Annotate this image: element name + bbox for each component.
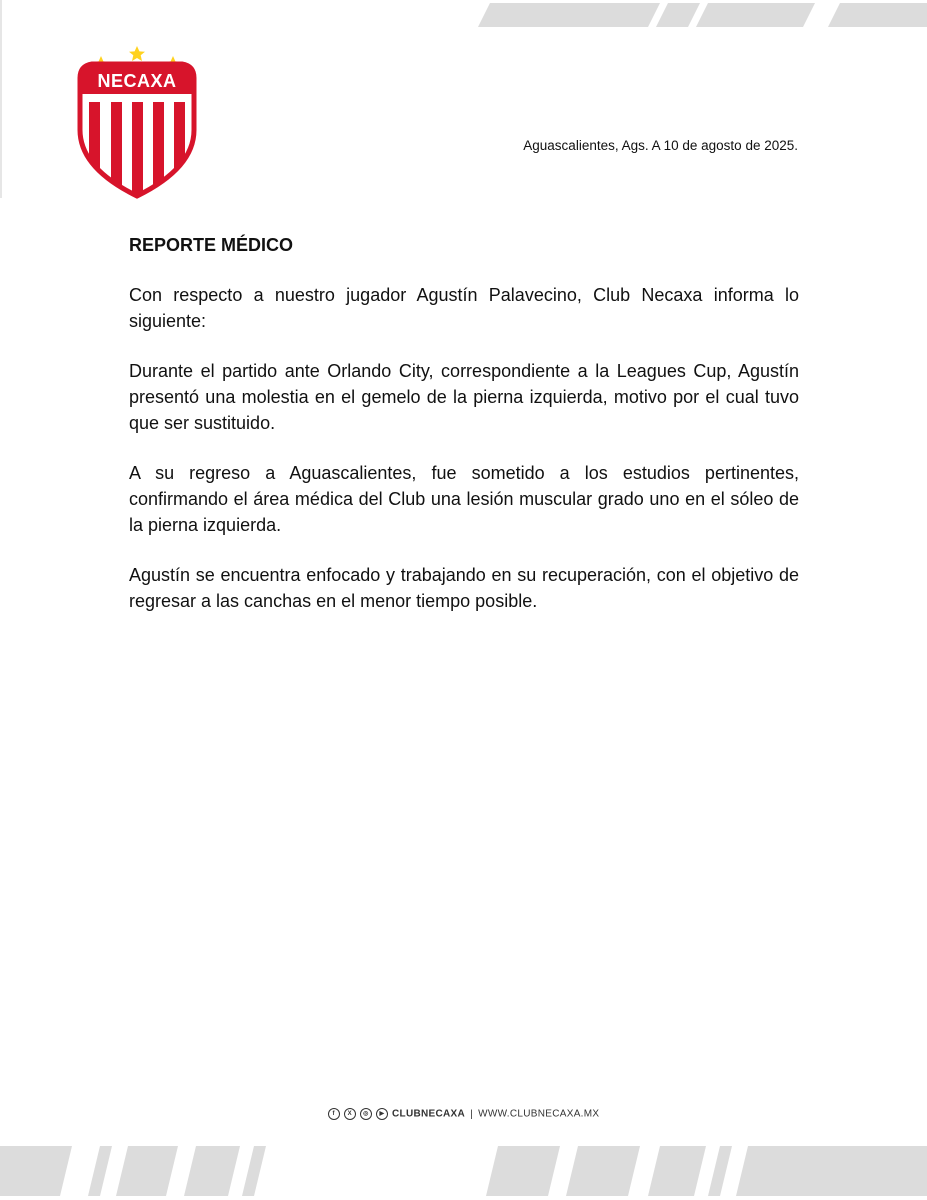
report-title: REPORTE MÉDICO: [129, 235, 294, 255]
paragraph-recovery: Agustín se encuentra enfocado y trabajando en su recuperación, con el objetivo de regresar a las canchas en el menor tiempo posible.: [129, 565, 799, 611]
instagram-icon[interactable]: ◎: [360, 1108, 372, 1120]
paragraph-diagnosis: A su regreso a Aguascalientes, fue sometido a los estudios pertinentes, confirmando el área médica del Club una lesión muscular grado uno en el sóleo de la pierna izquierda.: [129, 463, 799, 535]
top-decorative-band: [0, 0, 927, 30]
bottom-decorative-band: [0, 1142, 927, 1200]
date-line: Aguascalientes, Ags. A 10 de agosto de 2025.: [523, 138, 798, 153]
social-icons: [328, 1108, 389, 1120]
website-link[interactable]: WWW.CLUBNECAXA.MX: [478, 1108, 600, 1120]
social-handle[interactable]: CLUBNECAXA: [392, 1108, 466, 1120]
report-body: [129, 232, 799, 638]
paragraph-intro: Con respecto a nuestro jugador Agustín Palavecino, Club Necaxa informa lo siguiente:: [129, 285, 799, 331]
footer: [0, 1108, 927, 1120]
star-icon: [129, 46, 145, 61]
paragraph-incident: Durante el partido ante Orlando City, correspondiente a la Leagues Cup, Agustín presentó una molestia en el gemelo de la pierna izquierda, motivo por el cual tuvo que ser sustituido.: [129, 361, 799, 433]
youtube-icon[interactable]: ▶: [376, 1108, 388, 1120]
necaxa-crest-logo: [74, 44, 200, 200]
left-edge-line: [0, 0, 2, 198]
facebook-icon[interactable]: f: [328, 1108, 340, 1120]
footer-separator: |: [470, 1108, 474, 1120]
x-icon[interactable]: X: [344, 1108, 356, 1120]
crest-text: NECAXA: [97, 71, 177, 91]
